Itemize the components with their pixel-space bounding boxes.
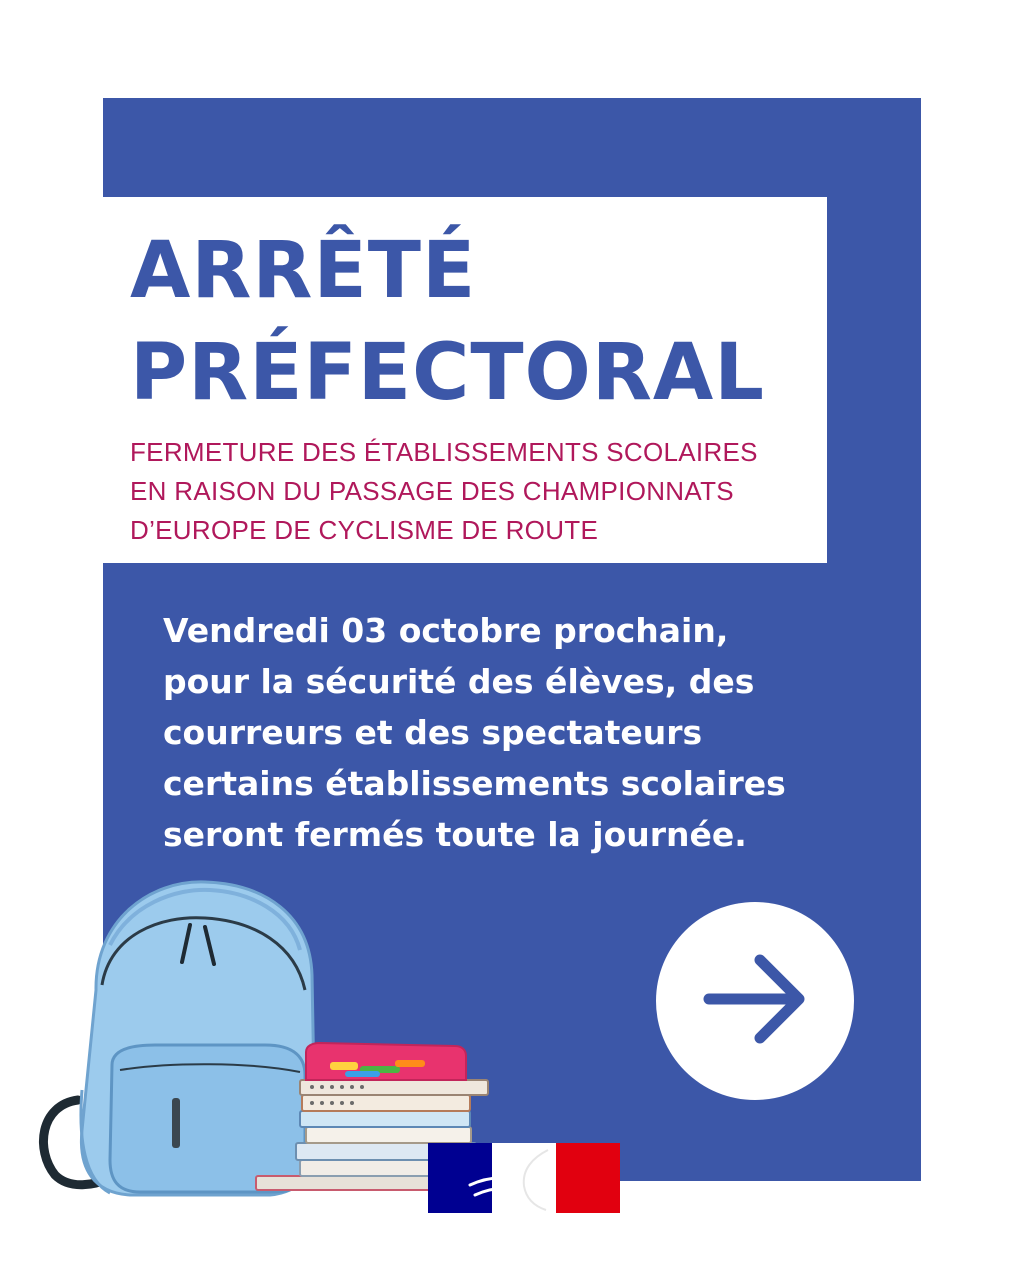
body-line-4: certains établissements scolaires: [163, 764, 786, 803]
title-line-1: ARRÊTÉ: [130, 226, 477, 316]
body-line-3: courreurs et des spectateurs: [163, 713, 703, 752]
subtitle-line-3: D’EUROPE DE CYCLISME DE ROUTE: [130, 515, 599, 545]
body-line-1: Vendredi 03 octobre prochain,: [163, 611, 729, 650]
subtitle-line-1: FERMETURE DES ÉTABLISSEMENTS SCOLAIRES: [130, 437, 758, 467]
body-line-2: pour la sécurité des élèves, des: [163, 662, 755, 701]
title-line-2: PRÉFECTORAL: [130, 328, 765, 418]
body-line-5: seront fermés toute la journée.: [163, 815, 747, 854]
subtitle-line-2: EN RAISON DU PASSAGE DES CHAMPIONNATS: [130, 476, 734, 506]
marianne-logo-icon: [428, 1143, 620, 1213]
backpack-icon: [43, 882, 315, 1195]
